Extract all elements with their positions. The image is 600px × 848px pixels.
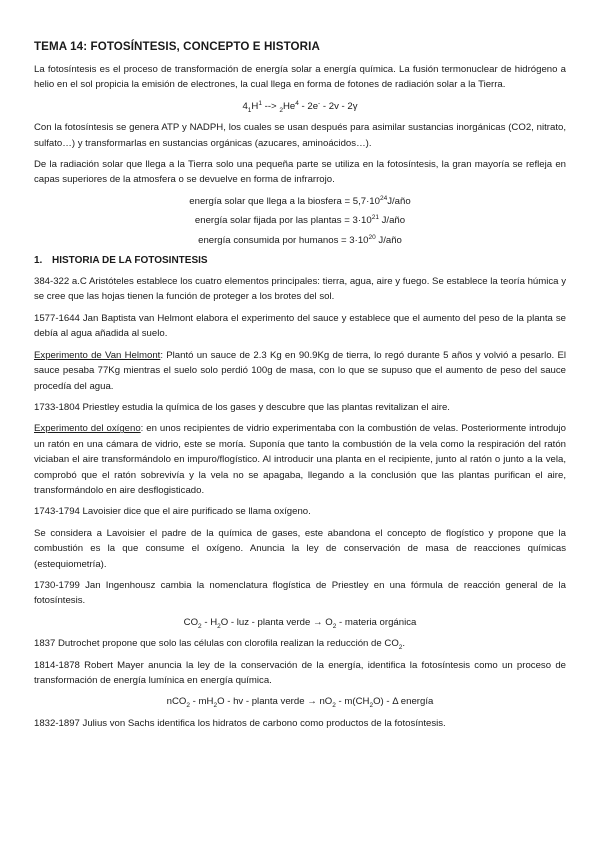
eq-sup: - bbox=[318, 99, 321, 107]
eq-coef: 4 bbox=[242, 100, 248, 112]
intro-paragraph-3: De la radiación solar que llega a la Tierra solo una pequeña parte se utiliza en la fotosíntesis, la gran mayoría se refleja en capas superiores de la atmosfera o se devuelve en forma de infrarrojo. bbox=[34, 159, 566, 186]
eq-sub: 2 bbox=[217, 622, 221, 630]
eq-element: He bbox=[282, 100, 296, 112]
history-aristoteles: 384-322 a.C Aristóteles establece los cuatro elementos principales: tierra, agua, aire y fuego. Se establece la teoría húmica y se cree que las hojas tienen la función de proteger a los brotes del sol. bbox=[34, 276, 566, 303]
eq-sub: 2 bbox=[186, 702, 190, 710]
eq-term: O - hv - planta verde → nO bbox=[217, 696, 333, 708]
section-number: 1. bbox=[34, 255, 43, 267]
dutrochet-end: . bbox=[402, 638, 406, 650]
eq-sub: 2 bbox=[369, 702, 374, 710]
dutrochet-sub: 2 bbox=[398, 644, 403, 652]
section-title: HISTORIA DE LA FOTOSINTESIS bbox=[52, 255, 208, 267]
energy-exponent: 20 bbox=[368, 233, 376, 241]
intro-paragraph-1: La fotosíntesis es el proceso de transformación de energía solar a energía química. La fusión termonuclear de hidrógeno a helio en el sol propicia la emisión de electrones, la cual llega en forma de fotones de radiación solar a la Tierra. bbox=[34, 64, 566, 91]
eq-term: nCO bbox=[166, 696, 187, 708]
energy-text: energía solar fijada por las plantas = 3·10 bbox=[194, 215, 372, 227]
eq-sub: 2 bbox=[213, 702, 218, 710]
eq-term: - materia orgánica bbox=[336, 616, 417, 628]
eq-sub: 2 bbox=[198, 622, 202, 630]
page-title: TEMA 14: FOTOSÍNTESIS, CONCEPTO E HISTORIA bbox=[34, 40, 320, 53]
eq-sup: 4 bbox=[295, 99, 299, 107]
history-priestley: 1733-1804 Priestley estudia la química de los gases y descubre que las plantas revitalizan el aire. bbox=[34, 401, 450, 413]
energy-text: energía consumida por humanos = 3·10 bbox=[198, 234, 369, 246]
photosynthesis-equation bbox=[34, 615, 566, 630]
energy-line-2 bbox=[34, 213, 566, 228]
eq-sub: 1 bbox=[247, 106, 252, 114]
eq-term: - 2e bbox=[298, 100, 319, 112]
eq-sub: 2 bbox=[332, 622, 337, 630]
history-lavoisier-detail: Se considera a Lavoisier el padre de la química de gases, este abandona el concepto de flogístico y propone que la combustión es la que consume el oxígeno. Anuncia la ley de conservación de masa de reacciones químicas (estequiometría). bbox=[34, 527, 566, 570]
eq-term: - m(CH bbox=[335, 696, 370, 708]
eq-term: O - luz - planta verde → O bbox=[220, 616, 333, 628]
energy-line-1 bbox=[34, 194, 566, 209]
history-ingenhousz: 1730-1799 Jan Ingenhousz cambia la nomenclatura flogística de Priestley en una fórmula de reacción general de la fotosíntesis. bbox=[34, 579, 566, 607]
dutrochet-text: 1837 Dutrochet propone que solo las células con clorofila realizan la reducción de CO bbox=[34, 638, 399, 650]
energy-exponent: 21 bbox=[371, 214, 379, 222]
experiment-label: Experimento de Van Helmont bbox=[34, 349, 161, 361]
mayer-equation bbox=[34, 694, 566, 709]
history-lavoisier: 1743-1794 Lavoisier dice que el aire purificado se llama oxígeno. bbox=[34, 506, 311, 518]
intro-paragraph-2: Con la fotosíntesis se genera ATP y NADPH, los cuales se usan después para asimilar sustancias inorgánicas (CO2, nitrato, sulfato…) y transformarlas en sustancias orgánicas (azucares, aminoácidos…). bbox=[34, 122, 566, 149]
energy-unit: J/año bbox=[378, 215, 406, 227]
energy-line-3 bbox=[34, 233, 566, 248]
experiment-text: : en unos recipientes de vidrio experimentaba con la combustión de velas. Posteriormente introdujo un ratón en una cámara de vidrio, este se moría. Suponía que tanto la combustión de la vela como la respiración del ratón viciaban el aire transformándolo en impuro/flogístico. Al introducir una planta en el recipiente, junto al ratón o junto a la vela, comprobó que el ratón sobrevivía y la vela no se apagaba, llegando a la conclusión que las plantas purifican el aire, transformándolo en aire desflogisticado. bbox=[34, 423, 566, 496]
experiment-label: Experimento del oxígeno bbox=[34, 423, 141, 435]
eq-term: - 2v - 2γ bbox=[320, 100, 358, 112]
history-mayer: 1814-1878 Robert Mayer anuncia la ley de la conservación de la energía, identifica la fotosíntesis como un proceso de transformación de energía lumínica en energía química. bbox=[34, 659, 566, 686]
energy-text: energía solar que llega a la biosfera = 5,7·10 bbox=[189, 195, 380, 207]
eq-element: H bbox=[251, 100, 259, 112]
eq-term: - mH bbox=[190, 696, 214, 708]
energy-exponent: 24 bbox=[379, 194, 388, 202]
eq-term: CO bbox=[183, 616, 199, 628]
eq-sup: 1 bbox=[258, 99, 262, 107]
fusion-equation bbox=[34, 99, 566, 114]
eq-sub: 2 bbox=[332, 702, 336, 710]
history-van-helmont-experiment bbox=[34, 348, 566, 394]
eq-term: - H bbox=[201, 616, 218, 628]
history-van-helmont: 1577-1644 Jan Baptista van Helmont elabora el experimento del sauce y establece que el aumento del peso de la planta se debía al agua añadida al suelo. bbox=[34, 312, 566, 340]
eq-arrow: --> bbox=[261, 100, 280, 112]
eq-term: O) - Δ energía bbox=[373, 696, 434, 708]
history-dutrochet bbox=[34, 636, 566, 651]
eq-sub: 2 bbox=[279, 106, 283, 114]
history-sachs: 1832-1897 Julius von Sachs identifica los hidratos de carbono como productos de la fotosíntesis. bbox=[34, 717, 446, 729]
energy-unit: J/año bbox=[375, 234, 402, 246]
history-oxygen-experiment bbox=[34, 421, 566, 498]
experiment-text: : Plantó un sauce de 2.3 Kg en 90.9Kg de tierra, lo regó durante 5 años y volvió a pesarlo. El sauce pesaba 77Kg mientras el suelo solo perdió 100g de masa, con lo que se supuso que el aumento de peso del sauce procedía del agua. bbox=[34, 349, 566, 392]
section-heading bbox=[34, 254, 566, 268]
energy-unit: J/año bbox=[387, 195, 411, 207]
